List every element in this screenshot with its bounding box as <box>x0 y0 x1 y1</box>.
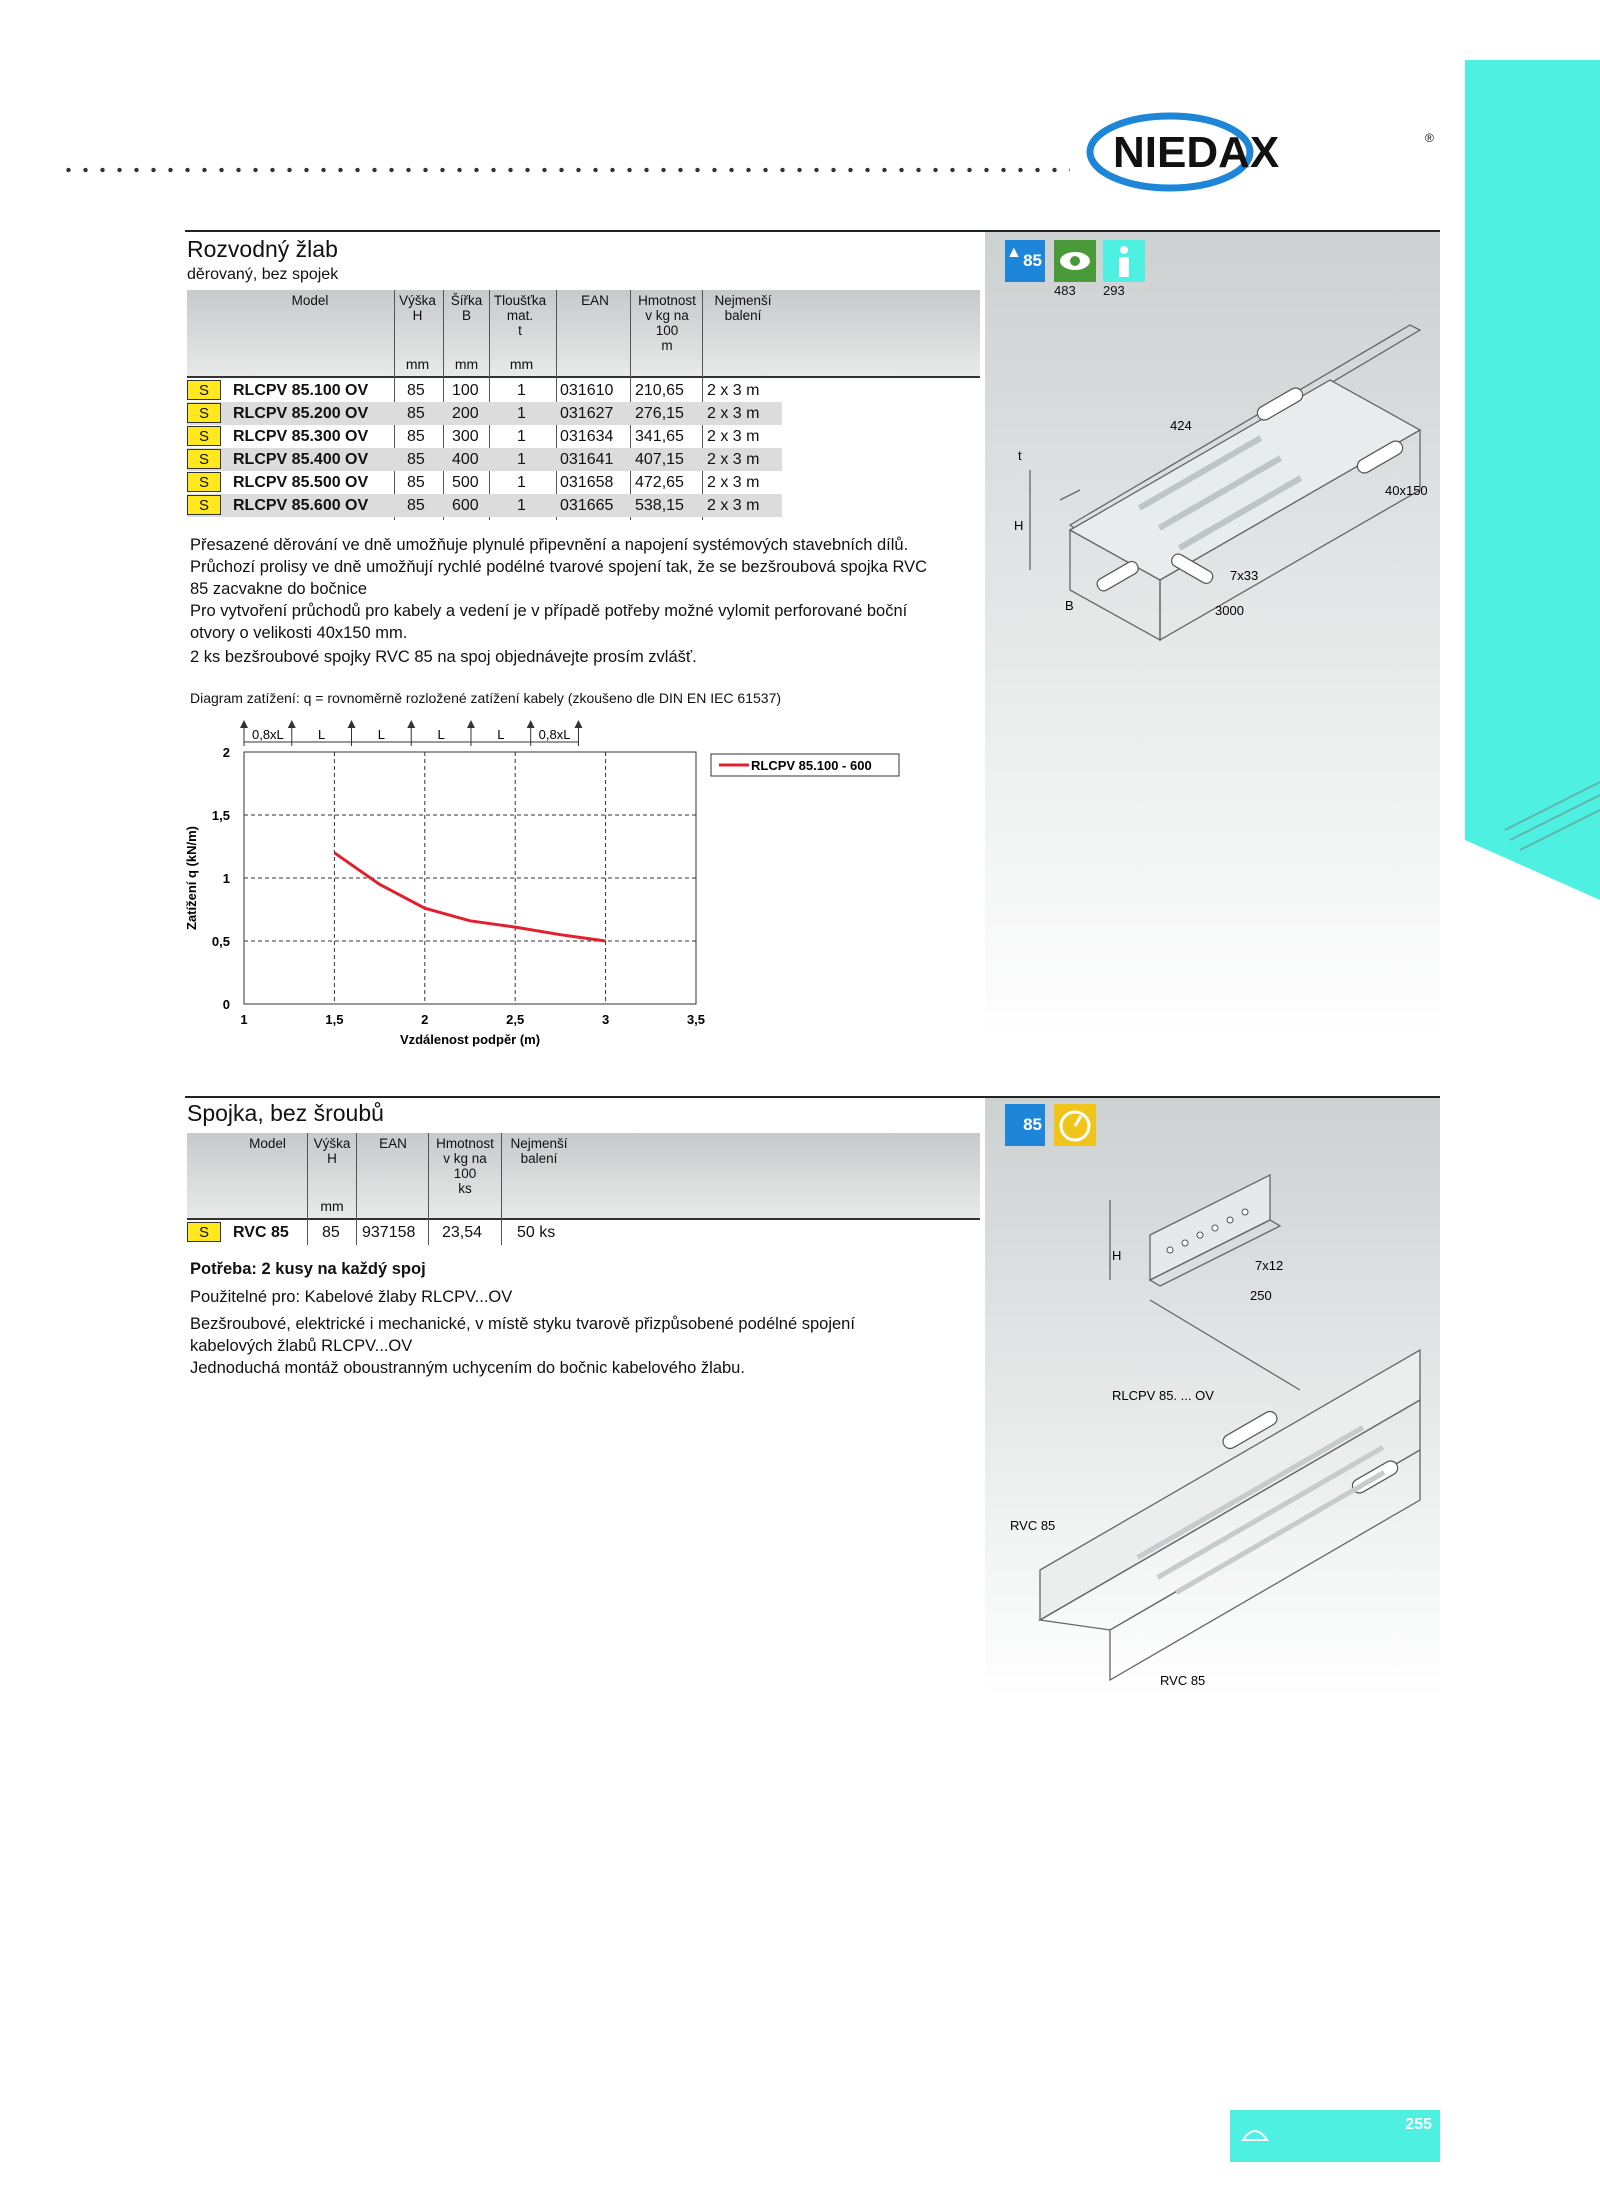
svg-text:RLCPV 85. ... OV: RLCPV 85. ... OV <box>1112 1388 1214 1403</box>
svg-text:250: 250 <box>1250 1288 1272 1303</box>
x-tick-label: 1,5 <box>325 1012 344 1027</box>
support-arrow <box>527 720 535 728</box>
section1-subtitle: děrovaný, bez spojek <box>187 266 339 283</box>
th-height: Výška H <box>313 1136 351 1166</box>
fast-assembly-icon <box>1054 1104 1096 1146</box>
th-weight: Hmotnost v kg na 100 ks <box>436 1136 494 1196</box>
eye-icon <box>1054 240 1096 282</box>
need-note: Potřeba: 2 kusy na každý spoj <box>190 1260 426 1278</box>
th-thickness: Tloušťka mat. t <box>493 293 547 338</box>
table-row[interactable]: S RLCPV 85.100 OV 85 100 1 031610 210,65 2 x 3 m <box>187 379 782 402</box>
svg-text:H: H <box>1112 1248 1122 1263</box>
y-axis-label: Zatížení q (kN/m) <box>184 825 199 931</box>
y-tick-label: 1 <box>222 871 230 886</box>
th-ean: EAN <box>581 293 609 308</box>
th-model: Model <box>291 293 329 308</box>
svg-text:®: ® <box>1425 131 1434 145</box>
side-tab <box>1465 60 1600 900</box>
usable-note: Použitelné pro: Kabelové žlaby RLCPV...OV <box>190 1288 513 1306</box>
support-arrow <box>288 720 296 728</box>
support-arrow <box>574 720 582 728</box>
span-label: 0,8xL <box>251 727 284 742</box>
svg-text:7x12: 7x12 <box>1255 1258 1284 1273</box>
x-tick-label: 3,5 <box>686 1012 706 1027</box>
section1-note: 2 ks bezšroubové spojky RVC 85 na spoj objednávejte prosím zvlášť. <box>190 648 697 666</box>
table-row[interactable]: S RLCPV 85.400 OV 85 400 1 031641 407,15 2 x 3 m <box>187 448 782 471</box>
stock-badge: S <box>187 449 221 469</box>
table-row[interactable]: S RLCPV 85.500 OV 85 500 1 031658 472,65 2 x 3 m <box>187 471 782 494</box>
svg-text:t: t <box>1018 448 1022 463</box>
support-arrow <box>467 720 475 728</box>
stock-badge: S <box>187 495 221 515</box>
cable-tray-drawing <box>1000 300 1440 660</box>
section2-title: Spojka, bez šroubů <box>187 1100 384 1126</box>
span-label: L <box>318 727 326 742</box>
height-85-icon: 85 <box>1005 1104 1045 1146</box>
page-footer <box>1230 2110 1440 2162</box>
x-tick-label: 3 <box>601 1012 610 1027</box>
x-tick-label: 1 <box>240 1012 248 1027</box>
svg-text:40x150: 40x150 <box>1385 483 1428 498</box>
support-arrow <box>407 720 415 728</box>
stock-badge: S <box>187 472 221 492</box>
logo-text: NIEDAX <box>1113 128 1280 177</box>
diagram-caption: Diagram zatížení: q = rovnoměrně rozložené zatížení kabely (zkoušeno dle DIN EN IEC 61537) <box>190 690 782 706</box>
x-tick-label: 2 <box>421 1012 429 1027</box>
page-number: 255 <box>1405 2116 1432 2133</box>
dotted-rule <box>60 165 1070 175</box>
height-85-icon: 85 <box>1005 240 1045 282</box>
th-height: Výška H <box>399 293 436 323</box>
table-row[interactable]: S RVC 85 85 937158 23,54 50 ks <box>187 1221 587 1244</box>
section1-description: Přesazené děrování ve dně umožňuje plynulé připevnění a napojení systémových stavebních dílů. Průchozí prolisy ve dně umožňují rychlé podélné tvarové spojení tak, že se bezšroubová spojka RVC 85 zacvakne do bočnice Pro vytvoření průchodů pro kabely a vedení je v případě potřeby možné vylomit perforované boční otvory o velikosti 40x150 mm. <box>190 536 928 642</box>
connector-drawing <box>1000 1160 1440 1700</box>
y-tick-label: 1,5 <box>211 808 230 823</box>
y-tick-label: 0,5 <box>211 934 230 949</box>
x-axis-label: Vzdálenost podpěr (m) <box>399 1032 541 1047</box>
th-ean: EAN <box>379 1136 407 1151</box>
table-row[interactable]: S RLCPV 85.300 OV 85 300 1 031634 341,65 2 x 3 m <box>187 425 782 448</box>
svg-text:RVC 85: RVC 85 <box>1010 1518 1056 1533</box>
svg-text:B: B <box>1065 598 1074 613</box>
stock-badge: S <box>187 1222 221 1242</box>
span-label: L <box>377 727 385 742</box>
info-icon <box>1103 240 1145 282</box>
legend-label: RLCPV 85.100 - 600 <box>751 758 872 773</box>
span-label: 0,8xL <box>538 727 571 742</box>
support-arrow <box>348 720 356 728</box>
section2-description: Bezšroubové, elektrické i mechanické, v místě styku tvarově přizpůsobené podélné spojení kabelových žlabů RLCPV...OV Jednoduchá montáž oboustranným uchycením do bočnic kabelového žlabu. <box>190 1315 855 1377</box>
y-tick-label: 0 <box>222 997 230 1012</box>
th-pack: Nejmenší balení <box>510 1136 568 1166</box>
x-tick-label: 2,5 <box>506 1012 525 1027</box>
span-label: L <box>437 727 445 742</box>
svg-text:RVC 85: RVC 85 <box>1160 1673 1206 1688</box>
table-row[interactable]: S RLCPV 85.600 OV 85 600 1 031665 538,15 2 x 3 m <box>187 494 782 517</box>
stock-badge: S <box>187 426 221 446</box>
th-model: Model <box>249 1136 286 1151</box>
stock-badge: S <box>187 380 221 400</box>
stock-badge: S <box>187 403 221 423</box>
svg-text:7x33: 7x33 <box>1230 568 1259 583</box>
th-width: Šířka B <box>450 293 483 323</box>
section1-title: Rozvodný žlab <box>187 236 338 262</box>
span-label: L <box>497 727 505 742</box>
th-pack: Nejmenší balení <box>714 293 772 323</box>
svg-text:H: H <box>1014 518 1024 533</box>
support-arrow <box>240 720 248 728</box>
table2-header <box>187 1133 980 1219</box>
svg-text:3000: 3000 <box>1215 603 1244 618</box>
niedax-logo <box>1085 112 1445 192</box>
y-tick-label: 2 <box>222 745 230 760</box>
load-chart <box>180 710 920 1060</box>
svg-text:424: 424 <box>1170 418 1192 433</box>
th-weight: Hmotnost v kg na 100 m <box>638 293 696 353</box>
footer-icon <box>1240 2120 1270 2150</box>
table-row[interactable]: S RLCPV 85.200 OV 85 200 1 031627 276,15 2 x 3 m <box>187 402 782 425</box>
